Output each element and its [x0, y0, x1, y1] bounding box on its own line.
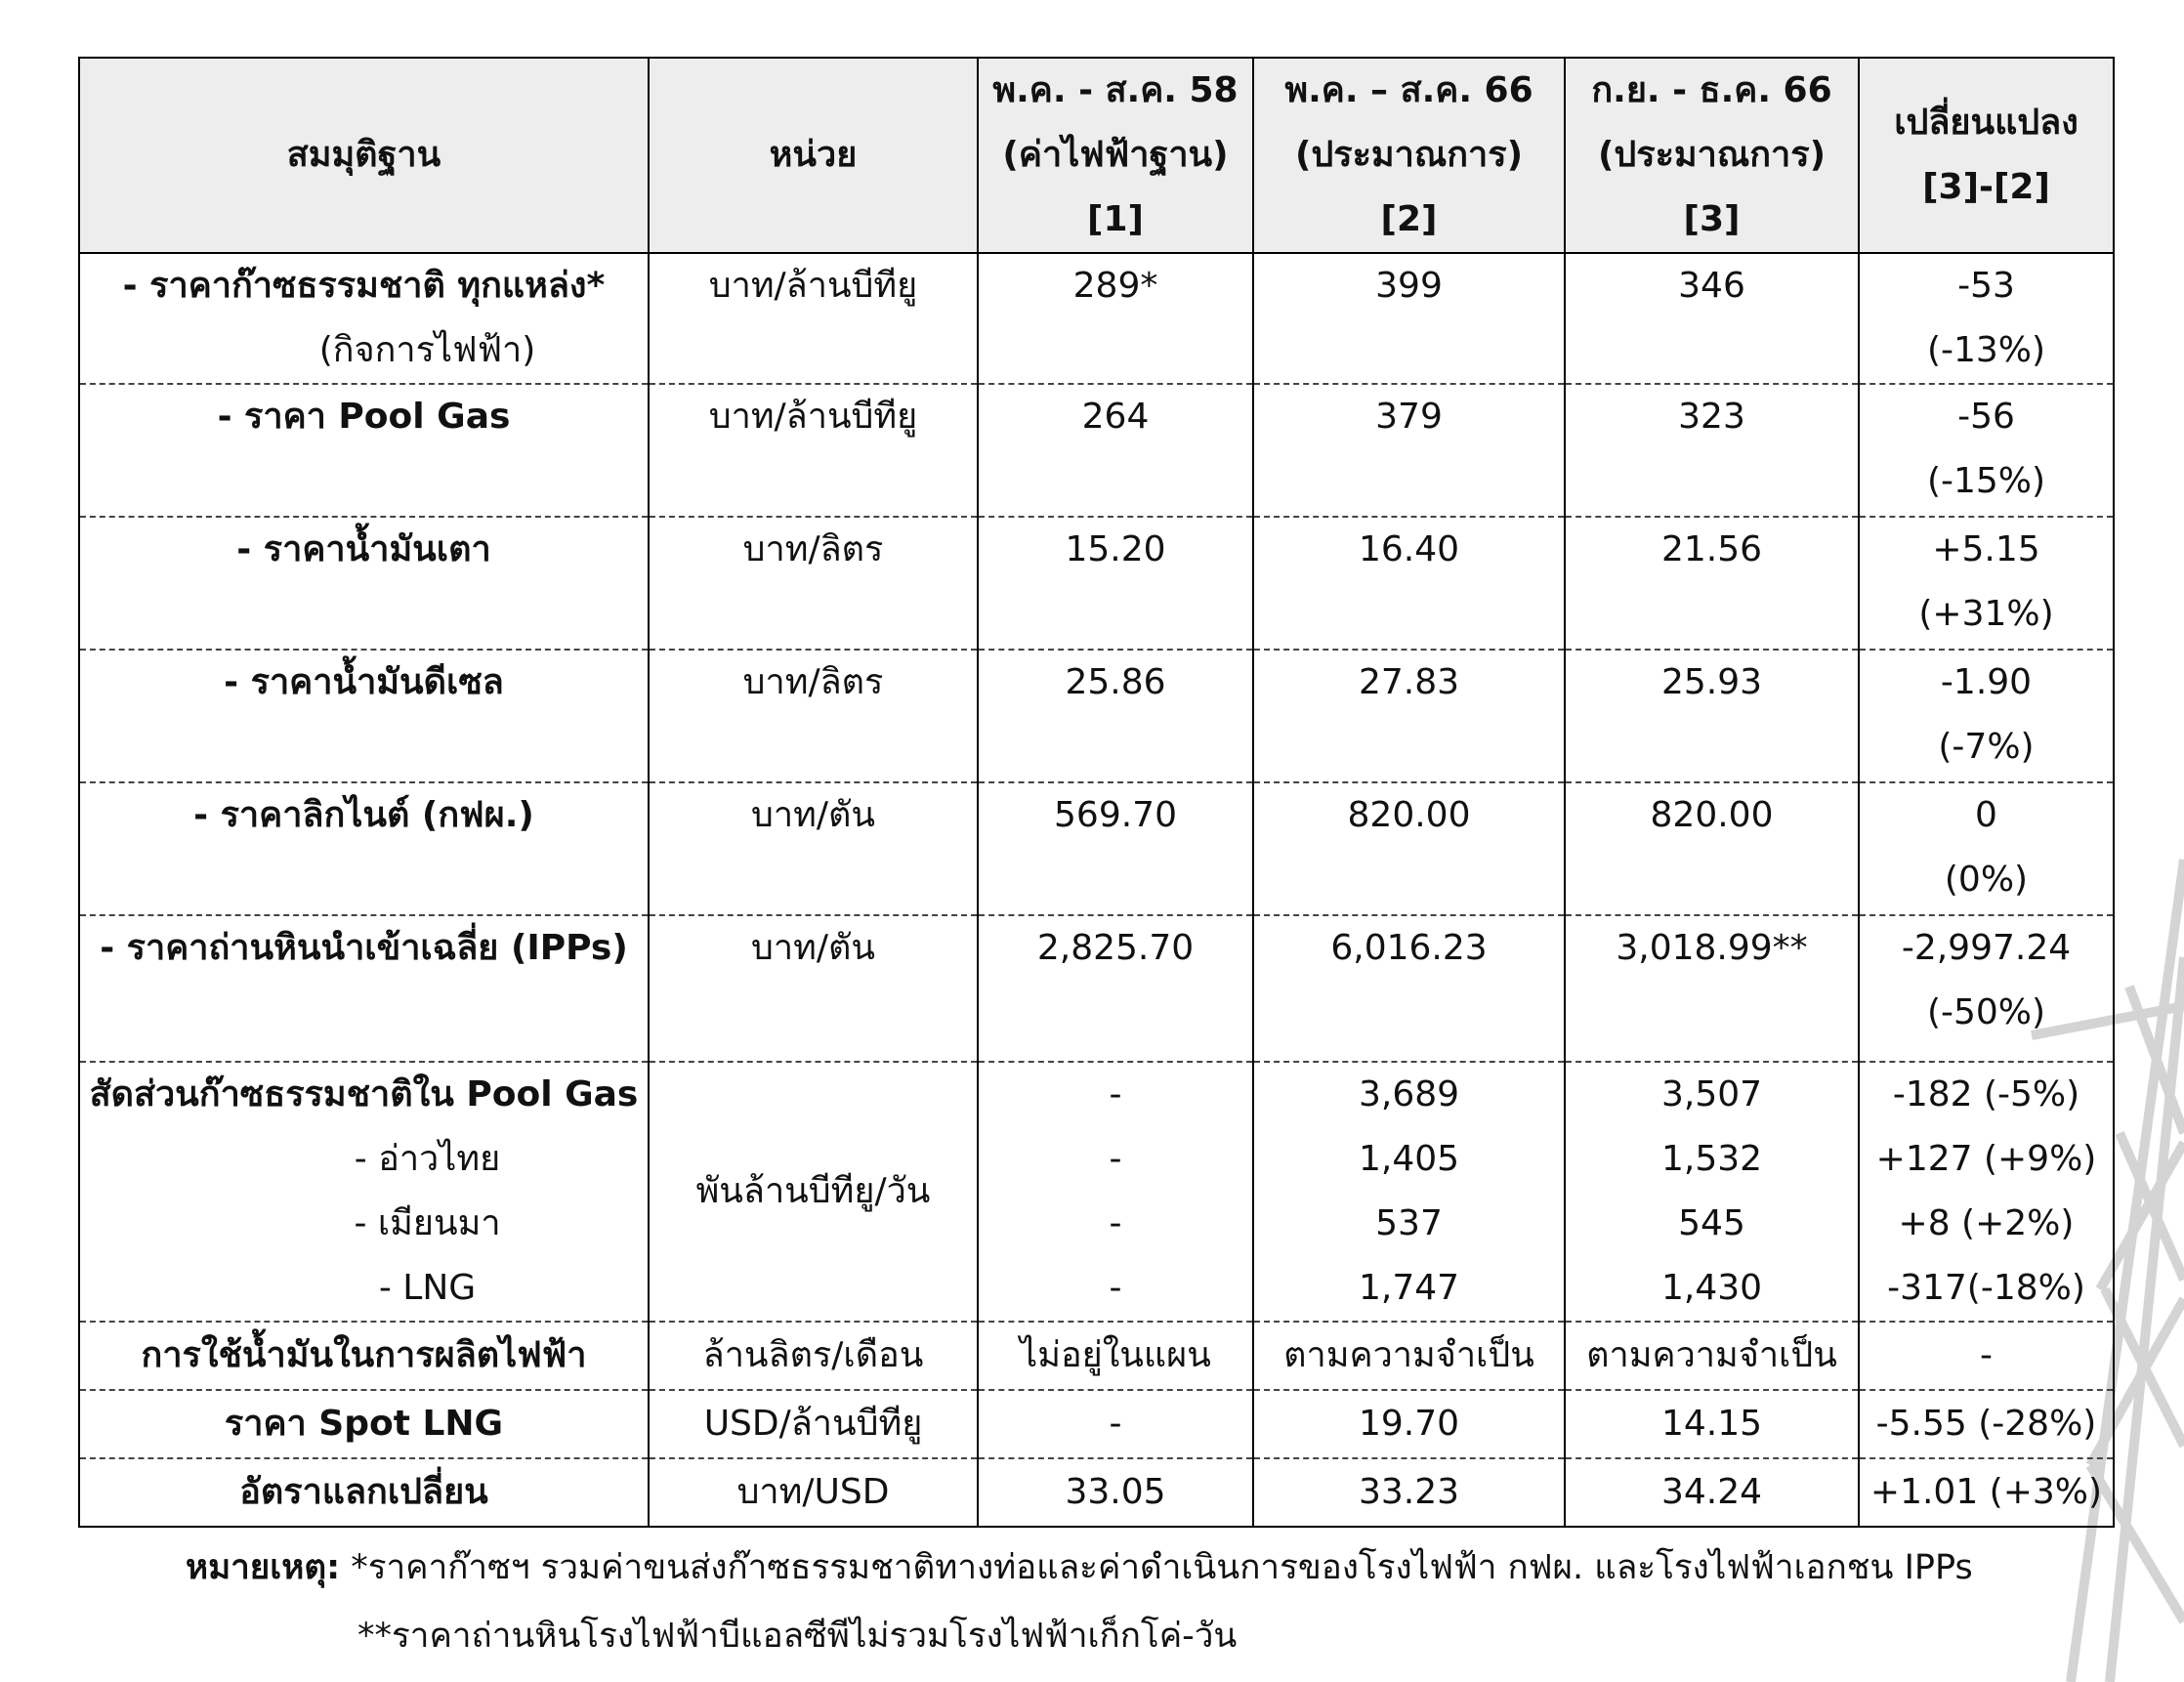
row-value-2: 19.70 [1253, 1390, 1565, 1458]
footnote-2: **ราคาถ่านหินโรงไฟฟ้าบีแอลซีพีไม่รวมโรงไฟฟ้าเก็กโค่-วัน [357, 1617, 1238, 1656]
row-value-1: - [978, 1390, 1253, 1458]
row-change: -5.55 (-28%) [1859, 1390, 2114, 1458]
row-change: 0 (0%) [1859, 782, 2114, 915]
table-row [79, 782, 2114, 915]
row-label: อัตราแลกเปลี่ยน [79, 1458, 649, 1527]
row-value-2: 820.00 [1253, 782, 1565, 915]
row-value-3: 14.15 [1565, 1390, 1859, 1458]
row-value-2: ตามความจำเป็น [1253, 1322, 1565, 1390]
row-label: - ราคาลิกไนต์ (กฟผ.) [79, 782, 649, 915]
table-row [79, 384, 2114, 517]
group-unit: พันล้านบีทียู/วัน [649, 1062, 978, 1322]
header-baseline: พ.ค. - ส.ค. 58 (ค่าไฟฟ้าฐาน) [1] [978, 58, 1253, 253]
row-value-1: 2,825.70 [978, 915, 1253, 1062]
row-value-3: 820.00 [1565, 782, 1859, 915]
table-row [79, 1322, 2114, 1390]
row-value-1: 264 [978, 384, 1253, 517]
row-value-2: 33.23 [1253, 1458, 1565, 1527]
row-value-3: 3,018.99** [1565, 915, 1859, 1062]
row-unit: บาท/ลิตร [649, 517, 978, 650]
row-unit: บาท/ล้านบีทียู [649, 253, 978, 384]
footnote-1: หมายเหตุ: *ราคาก๊าซฯ รวมค่าขนส่งก๊าซธรรมชาติทางท่อและค่าดำเนินการของโรงไฟฟ้า กฟผ. และโรงไฟฟ้าเอกชน IPPs [186, 1548, 1973, 1587]
header-change: เปลี่ยนแปลง [3]-[2] [1859, 58, 2114, 253]
footnote-heading: หมายเหตุ: [186, 1548, 341, 1587]
row-value-1: 569.70 [978, 782, 1253, 915]
row-value-2: 6,016.23 [1253, 915, 1565, 1062]
row-label: การใช้น้ำมันในการผลิตไฟฟ้า [79, 1322, 649, 1390]
row-label: - ราคาน้ำมันเตา [79, 517, 649, 650]
row-change: -53 (-13%) [1859, 253, 2114, 384]
header-unit: หน่วย [649, 58, 978, 253]
row-value-3: 346 [1565, 253, 1859, 384]
row-change: +1.01 (+3%) [1859, 1458, 2114, 1527]
row-value-2: 399 [1253, 253, 1565, 384]
row-value-3: 323 [1565, 384, 1859, 517]
row-unit: บาท/USD [649, 1458, 978, 1527]
header-assumption: สมมุติฐาน [79, 58, 649, 253]
row-change: -1.90 (-7%) [1859, 650, 2114, 782]
row-value-1: 15.20 [978, 517, 1253, 650]
row-value-1: 289* [978, 253, 1253, 384]
row-change: - [1859, 1322, 2114, 1390]
table-row [79, 1458, 2114, 1527]
row-value-1: ไม่อยู่ในแผน [978, 1322, 1253, 1390]
group-value-2: 3,689 1,405 537 1,747 [1253, 1062, 1565, 1322]
row-change: +5.15 (+31%) [1859, 517, 2114, 650]
row-label: ราคา Spot LNG [79, 1390, 649, 1458]
group-label: สัดส่วนก๊าซธรรมชาติใน Pool Gas - อ่าวไทย - เมียนมา - LNG [79, 1062, 649, 1322]
row-change: -2,997.24 (-50%) [1859, 915, 2114, 1062]
row-change: -56 (-15%) [1859, 384, 2114, 517]
footnotes [186, 1534, 1973, 1670]
row-value-2: 27.83 [1253, 650, 1565, 782]
row-value-3: 21.56 [1565, 517, 1859, 650]
row-value-3: ตามความจำเป็น [1565, 1322, 1859, 1390]
header-row [79, 58, 2114, 253]
row-unit: บาท/ตัน [649, 915, 978, 1062]
table-row [79, 915, 2114, 1062]
group-change: -182 (-5%) +127 (+9%) +8 (+2%) -317(-18%) [1859, 1062, 2114, 1322]
row-unit: บาท/ลิตร [649, 650, 978, 782]
row-value-2: 379 [1253, 384, 1565, 517]
row-value-3: 25.93 [1565, 650, 1859, 782]
table-row [79, 650, 2114, 782]
row-unit: ล้านลิตร/เดือน [649, 1322, 978, 1390]
row-label: - ราคาก๊าซธรรมชาติ ทุกแหล่ง* (กิจการไฟฟ้า) [79, 253, 649, 384]
group-value-3: 3,507 1,532 545 1,430 [1565, 1062, 1859, 1322]
row-label: - ราคาน้ำมันดีเซล [79, 650, 649, 782]
row-unit: บาท/ล้านบีทียู [649, 384, 978, 517]
row-value-2: 16.40 [1253, 517, 1565, 650]
table-row [79, 517, 2114, 650]
table-row [79, 253, 2114, 384]
table-row [79, 1390, 2114, 1458]
row-value-1: 25.86 [978, 650, 1253, 782]
row-unit: บาท/ตัน [649, 782, 978, 915]
pool-gas-share-row [79, 1062, 2114, 1322]
header-may-aug-66: พ.ค. – ส.ค. 66 (ประมาณการ) [2] [1253, 58, 1565, 253]
header-sep-dec-66: ก.ย. - ธ.ค. 66 (ประมาณการ) [3] [1565, 58, 1859, 253]
assumptions-table [78, 57, 2115, 1528]
row-value-3: 34.24 [1565, 1458, 1859, 1527]
row-label: - ราคาถ่านหินนำเข้าเฉลี่ย (IPPs) [79, 915, 649, 1062]
row-value-1: 33.05 [978, 1458, 1253, 1527]
row-label: - ราคา Pool Gas [79, 384, 649, 517]
group-value-1: - - - - [978, 1062, 1253, 1322]
row-unit: USD/ล้านบีทียู [649, 1390, 978, 1458]
